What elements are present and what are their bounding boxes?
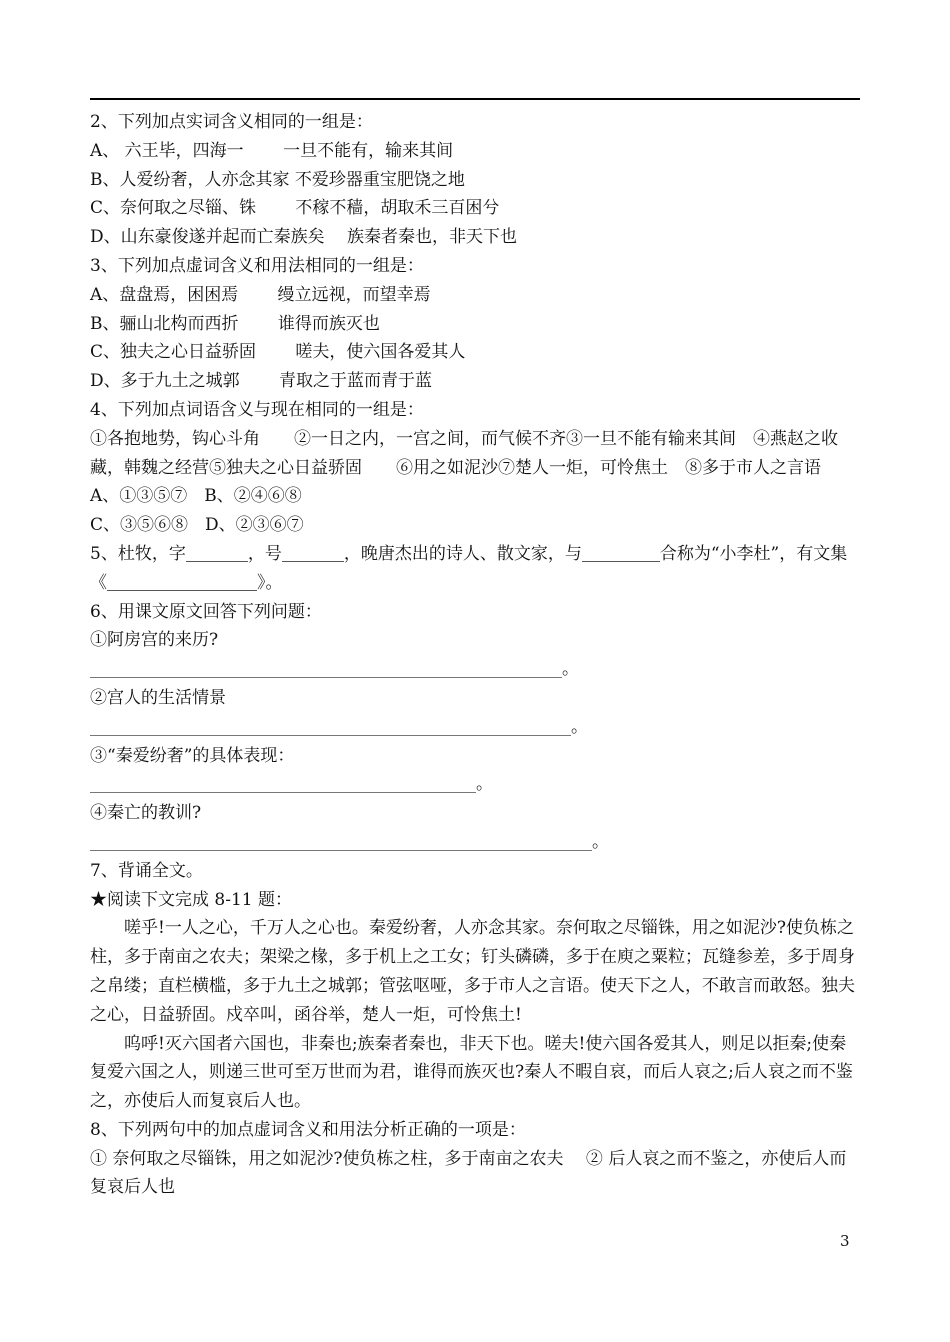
passage-paragraph-1: 嗟乎!一人之心，千万人之心也。秦爱纷奢，人亦念其家。奈何取之尽锱铢，用之如泥沙?使负栋之柱，多于南亩之农夫；架梁之椽，多于机上之工女；钉头磷磷，多于在庾之粟粒；瓦缝参差，多于周身之帛缕；直栏横槛，多于九土之城郭；管弦呕哑，多于市人之言语。使天下之人，不敢言而敢怒。独夫之心，日益骄固。戍卒叫，函谷举，楚人一炬，可怜焦土!: [90, 918, 855, 1025]
question-6-stem: 6、用课文原文回答下列问题：: [90, 601, 322, 622]
question-6-item-2: ②宫人的生活情景: [90, 687, 226, 708]
question-3-option-a: A、盘盘焉，困困焉 缦立远视，而望幸焉: [90, 284, 431, 305]
question-3-option-c: C、独夫之心日益骄固 嗟夫，使六国各爱其人: [90, 342, 466, 363]
question-4-items: ①各抱地势，钩心斗角 ②一日之内，一宫之间，而气候不齐③一旦不能有输来其间 ④燕赵之收藏，韩魏之经营⑤独夫之心日益骄固 ⑥用之如泥沙⑦楚人一炬，可怜焦土 ⑧多于市人之言语: [90, 428, 838, 478]
answer-blank-4[interactable]: [90, 830, 592, 851]
page-number: 3: [840, 1232, 850, 1250]
question-4-stem: 4、下列加点词语含义与现在相同的一组是：: [90, 399, 424, 420]
question-5: 5、杜牧，字 ，号 ，晚唐杰出的诗人、散文家，与 合称为“小李杜”，有文集《 》。: [90, 543, 848, 593]
reading-intro: ★阅读下文完成 8-11 题：: [90, 889, 292, 910]
question-2-option-c: C、奈何取之尽锱、铢 不稼不穑，胡取禾三百困兮: [90, 198, 500, 219]
question-8-stem: 8、下列两句中的加点虚词含义和用法分析正确的一项是：: [90, 1119, 526, 1140]
blank-zi[interactable]: [186, 543, 248, 562]
question-2-option-d: D、山东豪俊遂并起而亡秦族矣 族秦者秦也，非天下也: [90, 227, 518, 248]
question-4-options-ab: A、①③⑤⑦ B、②④⑥⑧: [90, 486, 302, 507]
question-4-options-cd: C、③⑤⑥⑧ D、②③⑥⑦: [90, 515, 304, 536]
question-7: 7、背诵全文。: [90, 860, 203, 881]
question-6-item-1: ①阿房宫的来历?: [90, 630, 219, 651]
answer-blank-1[interactable]: [90, 657, 562, 678]
question-2-stem: 2、下列加点实词含义相同的一组是：: [90, 112, 373, 132]
answer-line-4: 。: [90, 828, 860, 857]
question-8-sentences: ① 奈何取之尽锱铢，用之如泥沙?使负栋之柱，多于南亩之农夫 ② 后人哀之而不鉴之，亦使后人而复哀后人也: [90, 1148, 847, 1198]
question-3-stem: 3、下列加点虚词含义和用法相同的一组是：: [90, 255, 424, 276]
header-rule: [90, 98, 860, 100]
question-2-option-a: A、 六王毕，四海一 一旦不能有，输来其间: [90, 140, 454, 161]
answer-line-3: 。: [90, 770, 860, 799]
answer-blank-2[interactable]: [90, 715, 571, 736]
question-6-item-4: ④秦亡的教训?: [90, 803, 202, 824]
blank-hao[interactable]: [282, 543, 344, 562]
question-3-option-d: D、多于九土之城郭 青取之于蓝而青于蓝: [90, 371, 433, 392]
answer-blank-3[interactable]: [90, 772, 476, 793]
question-6-item-3: ③“秦爱纷奢”的具体表现：: [90, 745, 295, 766]
question-3-option-b: B、骊山北构而西折 谁得而族灭也: [90, 313, 380, 334]
answer-line-1: 。: [90, 655, 860, 684]
passage-paragraph-2: 呜呼!灭六国者六国也，非秦也;族秦者秦也，非天下也。嗟夫!使六国各爱其人，则足以拒秦;使秦复爱六国之人，则递三世可至万世而为君，谁得而族灭也?秦人不暇自哀，而后人哀之;后人哀之而不鉴之，亦使后人而复哀后人也。: [90, 1033, 853, 1112]
blank-collection[interactable]: [107, 572, 257, 591]
answer-line-2: 。: [90, 713, 860, 742]
question-2-option-b: B、人爱纷奢，人亦念其家 不爱珍器重宝肥饶之地: [90, 169, 465, 190]
document-body: [90, 108, 860, 1202]
blank-poet[interactable]: [582, 543, 660, 562]
